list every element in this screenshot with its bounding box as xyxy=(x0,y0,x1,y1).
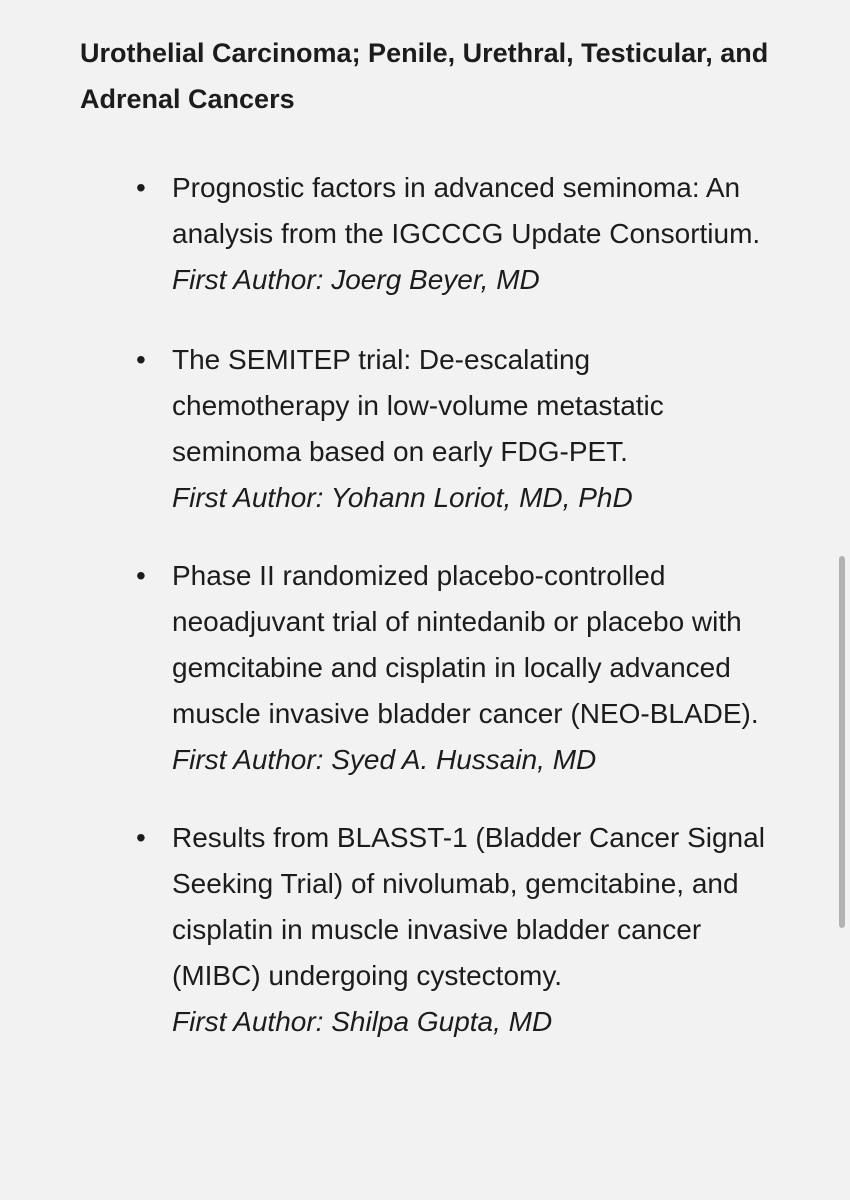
scrollbar-thumb[interactable] xyxy=(839,556,845,928)
article-title: Phase II randomized placebo-controlled neoadjuvant trial of nintedanib or placebo with gemcitabine and cisplatin in locally advanced muscle invasive bladder cancer (NEO-BLADE). xyxy=(172,560,759,729)
article-author: First Author: Shilpa Gupta, MD xyxy=(172,1006,553,1037)
article-title: Results from BLASST-1 (Bladder Cancer Signal Seeking Trial) of nivolumab, gemcitabine, and cisplatin in muscle invasive bladder cancer (MIBC) undergoing cystectomy. xyxy=(172,822,765,991)
bullet-icon: • xyxy=(136,560,146,591)
section-title: Urothelial Carcinoma; Penile, Urethral, Testicular, and Adrenal Cancers xyxy=(80,38,769,114)
list-item xyxy=(136,815,812,1045)
list-item xyxy=(136,337,812,521)
article-author: First Author: Yohann Loriot, MD, PhD xyxy=(172,482,633,513)
bullet-icon: • xyxy=(136,822,146,853)
article-title: Prognostic factors in advanced seminoma: An analysis from the IGCCCG Update Consortium. xyxy=(172,172,761,249)
bullet-icon: • xyxy=(136,172,146,203)
list-item xyxy=(136,553,812,783)
article-list xyxy=(0,165,812,1045)
list-item xyxy=(136,165,812,303)
article-title: The SEMITEP trial: De-escalating chemotherapy in low-volume metastatic seminoma based on early FDG-PET. xyxy=(172,344,664,467)
article-author: First Author: Syed A. Hussain, MD xyxy=(172,744,597,775)
bullet-icon: • xyxy=(136,344,146,375)
article-author: First Author: Joerg Beyer, MD xyxy=(172,264,540,295)
